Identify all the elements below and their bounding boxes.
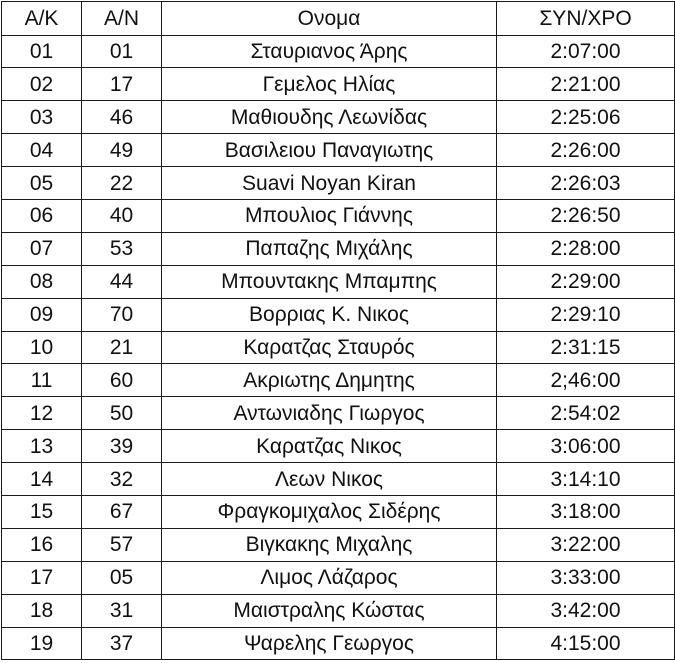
rank-cell: 10 <box>2 331 82 364</box>
name-cell: Παπαζης Μιχάλης <box>162 232 497 265</box>
table-row <box>2 561 675 594</box>
name-cell: Λιμος Λάζαρος <box>162 561 497 594</box>
bib-cell: 49 <box>82 134 162 167</box>
table-row <box>2 134 675 167</box>
bib-cell: 21 <box>82 331 162 364</box>
time-cell: 3:22:00 <box>497 528 675 561</box>
rank-cell: 13 <box>2 430 82 463</box>
name-cell: Βιγκακης Μιχαλης <box>162 528 497 561</box>
table-row <box>2 35 675 68</box>
time-cell: 3:14:10 <box>497 463 675 496</box>
rank-cell: 12 <box>2 397 82 430</box>
table-row <box>2 364 675 397</box>
time-cell: 2:07:00 <box>497 35 675 68</box>
table-row <box>2 298 675 331</box>
table-row <box>2 495 675 528</box>
time-cell: 2:25:06 <box>497 101 675 134</box>
bib-cell: 57 <box>82 528 162 561</box>
rank-cell: 11 <box>2 364 82 397</box>
header-row <box>2 2 675 36</box>
name-cell: Γεμελος Ηλίας <box>162 68 497 101</box>
results-body <box>2 35 675 660</box>
time-cell: 2;46:00 <box>497 364 675 397</box>
rank-cell: 15 <box>2 495 82 528</box>
name-cell: Ακριωτης Δημητης <box>162 364 497 397</box>
name-cell: Βασιλειου Παναγιωτης <box>162 134 497 167</box>
bib-cell: 44 <box>82 265 162 298</box>
time-cell: 2:26:03 <box>497 167 675 200</box>
header-name: Ονομα <box>162 2 497 36</box>
rank-cell: 04 <box>2 134 82 167</box>
bib-cell: 53 <box>82 232 162 265</box>
bib-cell: 32 <box>82 463 162 496</box>
bib-cell: 31 <box>82 594 162 627</box>
bib-cell: 37 <box>82 627 162 660</box>
table-row <box>2 331 675 364</box>
name-cell: Καρατζας Νικος <box>162 430 497 463</box>
name-cell: Βορριας Κ. Νικος <box>162 298 497 331</box>
name-cell: Μπουλιος Γιάννης <box>162 199 497 232</box>
rank-cell: 18 <box>2 594 82 627</box>
time-cell: 2:31:15 <box>497 331 675 364</box>
bib-cell: 70 <box>82 298 162 331</box>
table-row <box>2 528 675 561</box>
table-row <box>2 594 675 627</box>
time-cell: 3:06:00 <box>497 430 675 463</box>
name-cell: Μαθιουδης Λεωνίδας <box>162 101 497 134</box>
time-cell: 3:42:00 <box>497 594 675 627</box>
table-row <box>2 397 675 430</box>
name-cell: Suavi Noyan Kiran <box>162 167 497 200</box>
rank-cell: 14 <box>2 463 82 496</box>
name-cell: Φραγκομιχαλος Σιδέρης <box>162 495 497 528</box>
time-cell: 2:21:00 <box>497 68 675 101</box>
time-cell: 2:26:50 <box>497 199 675 232</box>
bib-cell: 17 <box>82 68 162 101</box>
table-row <box>2 430 675 463</box>
rank-cell: 16 <box>2 528 82 561</box>
rank-cell: 06 <box>2 199 82 232</box>
bib-cell: 05 <box>82 561 162 594</box>
bib-cell: 01 <box>82 35 162 68</box>
bib-cell: 50 <box>82 397 162 430</box>
header-time: ΣΥΝ/ΧΡΟ <box>497 2 675 36</box>
name-cell: Αντωνιαδης Γιωργος <box>162 397 497 430</box>
name-cell: Λεων Νικος <box>162 463 497 496</box>
time-cell: 2:29:10 <box>497 298 675 331</box>
bib-cell: 46 <box>82 101 162 134</box>
name-cell: Ψαρελης Γεωργος <box>162 627 497 660</box>
rank-cell: 03 <box>2 101 82 134</box>
rank-cell: 05 <box>2 167 82 200</box>
results-table <box>1 1 675 660</box>
rank-cell: 07 <box>2 232 82 265</box>
name-cell: Μαιστραλης Κώστας <box>162 594 497 627</box>
time-cell: 4:15:00 <box>497 627 675 660</box>
time-cell: 2:26:00 <box>497 134 675 167</box>
table-row <box>2 627 675 660</box>
table-row <box>2 68 675 101</box>
time-cell: 2:29:00 <box>497 265 675 298</box>
time-cell: 2:54:02 <box>497 397 675 430</box>
rank-cell: 09 <box>2 298 82 331</box>
table-row <box>2 232 675 265</box>
time-cell: 2:28:00 <box>497 232 675 265</box>
header-rank: Α/Κ <box>2 2 82 36</box>
table-row <box>2 167 675 200</box>
bib-cell: 22 <box>82 167 162 200</box>
rank-cell: 17 <box>2 561 82 594</box>
rank-cell: 19 <box>2 627 82 660</box>
rank-cell: 02 <box>2 68 82 101</box>
bib-cell: 40 <box>82 199 162 232</box>
table-row <box>2 463 675 496</box>
bib-cell: 39 <box>82 430 162 463</box>
rank-cell: 01 <box>2 35 82 68</box>
name-cell: Σταυριανος Άρης <box>162 35 497 68</box>
table-row <box>2 265 675 298</box>
time-cell: 3:18:00 <box>497 495 675 528</box>
name-cell: Καρατζας Σταυρός <box>162 331 497 364</box>
header-bib: Α/Ν <box>82 2 162 36</box>
table-row <box>2 199 675 232</box>
bib-cell: 60 <box>82 364 162 397</box>
name-cell: Μπουντακης Μπαμπης <box>162 265 497 298</box>
bib-cell: 67 <box>82 495 162 528</box>
rank-cell: 08 <box>2 265 82 298</box>
table-row <box>2 101 675 134</box>
time-cell: 3:33:00 <box>497 561 675 594</box>
